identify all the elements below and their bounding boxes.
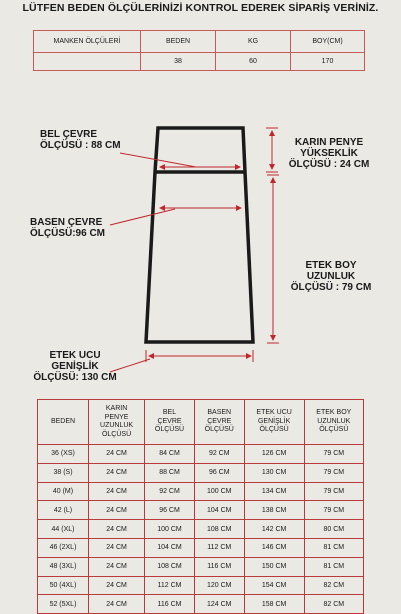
size-value-cell: 24 CM xyxy=(89,482,145,501)
size-header-cell xyxy=(304,400,363,445)
size-name-cell: 36 (XS) xyxy=(38,445,89,464)
size-value-cell: 96 CM xyxy=(194,463,244,482)
size-name-cell: 52 (5XL) xyxy=(38,595,89,614)
size-value-cell: 116 CM xyxy=(145,595,195,614)
size-header-line: ÖLÇÜSÜ xyxy=(101,430,132,438)
table-row xyxy=(38,520,364,539)
size-value-cell: 134 CM xyxy=(244,482,304,501)
size-value-cell: 92 CM xyxy=(145,482,195,501)
table-row xyxy=(38,576,364,595)
size-value-cell: 112 CM xyxy=(145,576,195,595)
size-value-cell: 82 CM xyxy=(304,595,363,614)
table-row xyxy=(38,595,364,614)
size-value-cell: 108 CM xyxy=(145,557,195,576)
size-value-cell: 154 CM xyxy=(244,576,304,595)
size-name-cell: 46 (2XL) xyxy=(38,538,89,557)
size-header-line: ÖLÇÜSÜ xyxy=(204,426,234,434)
size-value-cell: 100 CM xyxy=(194,482,244,501)
table-row xyxy=(38,445,364,464)
model-header-cell: BEDEN xyxy=(141,31,216,53)
size-value-cell: 124 CM xyxy=(194,595,244,614)
size-header-line: ÇEVRE xyxy=(157,417,182,425)
table-row xyxy=(38,501,364,520)
size-value-cell: 138 CM xyxy=(244,501,304,520)
size-name-cell: 48 (3XL) xyxy=(38,557,89,576)
size-value-cell: 84 CM xyxy=(145,445,195,464)
size-value-cell: 82 CM xyxy=(304,576,363,595)
karin-label-line: YÜKSEKLİK xyxy=(300,148,358,159)
size-header-line: PENYE xyxy=(104,413,129,421)
ucu-label-line: ÖLÇÜSÜ: 130 CM xyxy=(33,372,117,383)
size-header-line: UZUNLUK xyxy=(100,422,134,429)
table-row xyxy=(38,538,364,557)
basen-label-line: ÖLÇÜSÜ:96 CM xyxy=(30,228,106,239)
size-header-line: ÖLÇÜSÜ xyxy=(154,426,185,434)
size-name-cell: 38 (S) xyxy=(38,463,89,482)
model-header-cell: MANKEN ÖLÇÜLERİ xyxy=(34,31,141,53)
size-header-cell xyxy=(145,400,195,445)
basen-label xyxy=(30,217,105,239)
size-value-cell: 79 CM xyxy=(304,445,363,464)
size-value-cell: 24 CM xyxy=(89,538,145,557)
size-value-cell: 104 CM xyxy=(145,538,195,557)
size-value-cell: 112 CM xyxy=(194,538,244,557)
skirt-outline xyxy=(146,128,253,342)
bel-label-line: BEL ÇEVRE xyxy=(40,129,98,140)
size-value-cell: 150 CM xyxy=(244,557,304,576)
size-value-cell: 126 CM xyxy=(244,445,304,464)
model-value-cell: 60 xyxy=(216,53,291,71)
table-row xyxy=(38,482,364,501)
bel-label xyxy=(40,129,121,151)
size-value-cell: 24 CM xyxy=(89,445,145,464)
size-value-cell: 96 CM xyxy=(145,501,195,520)
model-header-cell: KG xyxy=(216,31,291,53)
ucu-label xyxy=(30,350,120,383)
size-name-cell: 44 (XL) xyxy=(38,520,89,539)
model-value-cell: 170 xyxy=(291,53,365,71)
size-header-line: BEDEN xyxy=(50,417,76,425)
size-value-cell: 104 CM xyxy=(194,501,244,520)
size-header-cell xyxy=(38,400,89,445)
size-chart-table xyxy=(37,399,364,614)
size-header-cell xyxy=(89,400,145,445)
size-value-cell: 24 CM xyxy=(89,595,145,614)
model-header-cell: BOY(CM) xyxy=(291,31,365,53)
table-row xyxy=(38,463,364,482)
size-name-cell: 50 (4XL) xyxy=(38,576,89,595)
size-value-cell: 158 CM xyxy=(244,595,304,614)
karin-label-line: ÖLÇÜSÜ : 24 CM xyxy=(288,159,370,170)
model-value-cell: 38 xyxy=(141,53,216,71)
karin-label-line: KARIN PENYE xyxy=(294,137,364,148)
size-value-cell: 100 CM xyxy=(145,520,195,539)
size-header-line: ÇEVRE xyxy=(207,417,232,425)
size-value-cell: 79 CM xyxy=(304,482,363,501)
basen-pointer xyxy=(110,209,175,225)
size-name-cell: 40 (M) xyxy=(38,482,89,501)
boy-label-line: ETEK BOY UZUNLUK xyxy=(305,260,357,282)
size-value-cell: 108 CM xyxy=(194,520,244,539)
size-value-cell: 24 CM xyxy=(89,501,145,520)
size-header-line: UZUNLUK xyxy=(317,417,351,425)
size-table-header-row xyxy=(38,400,364,445)
bel-label-line: ÖLÇÜSÜ : 88 CM xyxy=(40,140,121,151)
size-value-cell: 80 CM xyxy=(304,520,363,539)
size-header-line: BASEN xyxy=(207,409,232,417)
size-header-cell xyxy=(244,400,304,445)
size-header-line: BEL xyxy=(162,409,177,417)
size-value-cell: 92 CM xyxy=(194,445,244,464)
size-header-line: KARIN xyxy=(105,405,128,412)
size-header-line: GENİŞLİK xyxy=(257,417,291,425)
size-header-line: ÖLÇÜSÜ xyxy=(319,426,349,434)
bel-pointer xyxy=(120,153,196,167)
boy-label-line: ÖLÇÜSÜ : 79 CM xyxy=(290,282,372,293)
size-name-cell: 42 (L) xyxy=(38,501,89,520)
basen-label-line: BASEN ÇEVRE xyxy=(30,217,103,228)
size-value-cell: 130 CM xyxy=(244,463,304,482)
size-header-line: ETEK UCU xyxy=(256,409,292,417)
size-value-cell: 116 CM xyxy=(194,557,244,576)
size-value-cell: 24 CM xyxy=(89,557,145,576)
size-value-cell: 24 CM xyxy=(89,520,145,539)
size-header-line: ÖLÇÜSÜ xyxy=(259,426,289,434)
size-header-line: ETEK BOY xyxy=(316,409,352,417)
boy-label xyxy=(281,260,381,293)
size-value-cell: 81 CM xyxy=(304,538,363,557)
size-value-cell: 79 CM xyxy=(304,501,363,520)
size-header-cell xyxy=(194,400,244,445)
size-value-cell: 120 CM xyxy=(194,576,244,595)
ucu-label-line: GENİŞLİK xyxy=(51,361,99,372)
size-value-cell: 79 CM xyxy=(304,463,363,482)
size-value-cell: 142 CM xyxy=(244,520,304,539)
size-value-cell: 146 CM xyxy=(244,538,304,557)
size-value-cell: 81 CM xyxy=(304,557,363,576)
size-value-cell: 88 CM xyxy=(145,463,195,482)
size-value-cell: 24 CM xyxy=(89,463,145,482)
karin-label xyxy=(284,137,374,170)
table-row xyxy=(38,557,364,576)
ucu-label-line: ETEK UCU xyxy=(49,350,101,361)
size-value-cell: 24 CM xyxy=(89,576,145,595)
order-notice: LÜTFEN BEDEN ÖLÇÜLERİNİZİ KONTROL EDEREK SİPARİŞ VERİNİZ. xyxy=(22,2,379,14)
